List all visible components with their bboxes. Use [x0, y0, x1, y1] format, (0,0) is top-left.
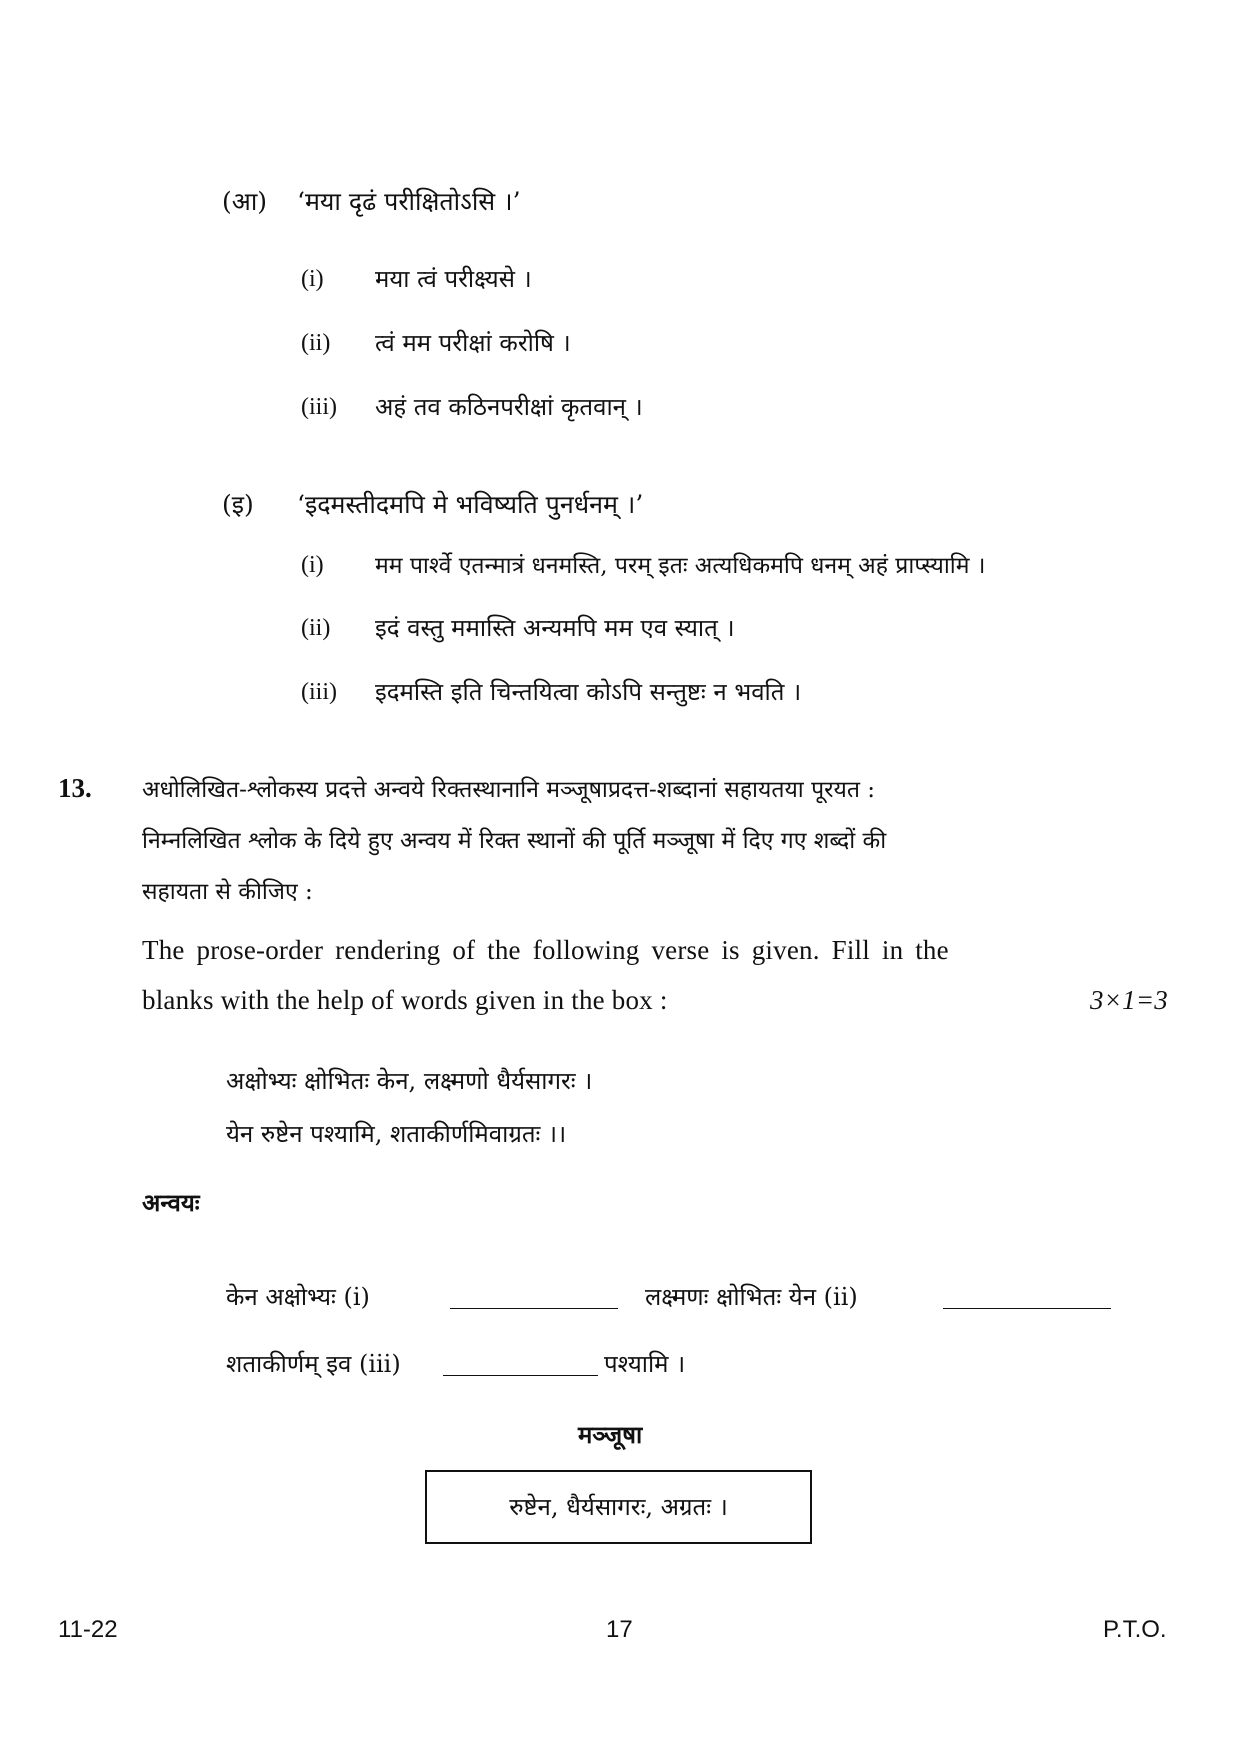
q13-marks: 3×1=3: [1090, 985, 1168, 1015]
q13-sanskrit-instruction: अधोलिखित-श्लोकस्य प्रदत्ते अन्वये रिक्तस्थानानि मञ्जूषाप्रदत्त-शब्दानां सहायतया पूरयत :: [142, 777, 876, 803]
part-aa-option-3-num: (iii): [301, 394, 337, 420]
part-aa-quote: ‘मया दृढं परीक्षितोऽसि ।’: [297, 187, 521, 216]
footer-code: 11-22: [58, 1616, 118, 1643]
anvaya-line-1-part-a: केन अक्षोभ्यः (i): [226, 1283, 370, 1311]
question-13-number: 13.: [58, 773, 92, 803]
part-aa-option-1-text: मया त्वं परीक्ष्यसे ।: [375, 265, 532, 293]
blank-3[interactable]: [443, 1375, 598, 1376]
part-aa-option-1-num: (i): [301, 266, 324, 292]
q13-hindi-instruction-line-1: निम्नलिखित श्लोक के दिये हुए अन्वय में रिक्त स्थानों की पूर्ति मञ्जूषा में दिए गए शब्दों की: [142, 828, 887, 854]
pto: P.T.O.: [1103, 1616, 1167, 1643]
blank-2[interactable]: [943, 1308, 1111, 1309]
part-i-option-1-text: मम पार्श्वे एतन्मात्रं धनमस्ति, परम् इतः अत्यधिकमपि धनम् अहं प्राप्स्यामि ।: [375, 553, 986, 579]
anvaya-label: अन्वयः: [142, 1188, 200, 1217]
anvaya-line-2-part-b: पश्यामि ।: [604, 1350, 686, 1378]
q13-english-instruction-line-1: The prose-order rendering of the following verse is given. Fill in the: [142, 935, 949, 965]
verse-line-1: अक्षोभ्यः क्षोभितः केन, लक्ष्मणो धैर्यसागरः ।: [226, 1067, 593, 1095]
manjusha-words: रुष्टेन, धैर्यसागरः, अग्रतः ।: [509, 1493, 728, 1521]
part-i-option-3-text: इदमस्ति इति चिन्तयित्वा कोऽपि सन्तुष्टः न भवति ।: [375, 678, 802, 706]
part-i-option-2-num: (ii): [301, 615, 331, 641]
anvaya-line-2-part-a: शताकीर्णम् इव (iii): [226, 1350, 401, 1378]
part-aa-option-2-num: (ii): [301, 330, 331, 356]
q13-english-instruction-line-2: blanks with the help of words given in the box :: [142, 985, 668, 1015]
manjusha-title: मञ्जूषा: [578, 1420, 643, 1449]
part-i-option-3-num: (iii): [301, 679, 337, 705]
part-i-option-1-num: (i): [301, 552, 324, 578]
part-aa-label: (आ): [222, 187, 268, 216]
part-i-quote: ‘इदमस्तीदमपि मे भविष्यति पुनर्धनम् ।’: [297, 490, 644, 519]
manjusha-box: [425, 1470, 812, 1544]
page-number: 17: [606, 1616, 633, 1643]
anvaya-line-1-part-b: लक्ष्मणः क्षोभितः येन (ii): [645, 1283, 858, 1311]
verse-line-2: येन रुष्टेन पश्यामि, शताकीर्णमिवाग्रतः ।।: [226, 1120, 567, 1148]
part-i-label: (इ): [222, 490, 254, 519]
blank-1[interactable]: [450, 1308, 618, 1309]
q13-hindi-instruction-line-2: सहायता से कीजिए :: [142, 879, 313, 905]
part-i-option-2-text: इदं वस्तु ममास्ति अन्यमपि मम एव स्यात् ।: [375, 614, 735, 642]
part-aa-option-3-text: अहं तव कठिनपरीक्षां कृतवान् ।: [375, 393, 643, 421]
part-aa-option-2-text: त्वं मम परीक्षां करोषि ।: [375, 329, 571, 357]
